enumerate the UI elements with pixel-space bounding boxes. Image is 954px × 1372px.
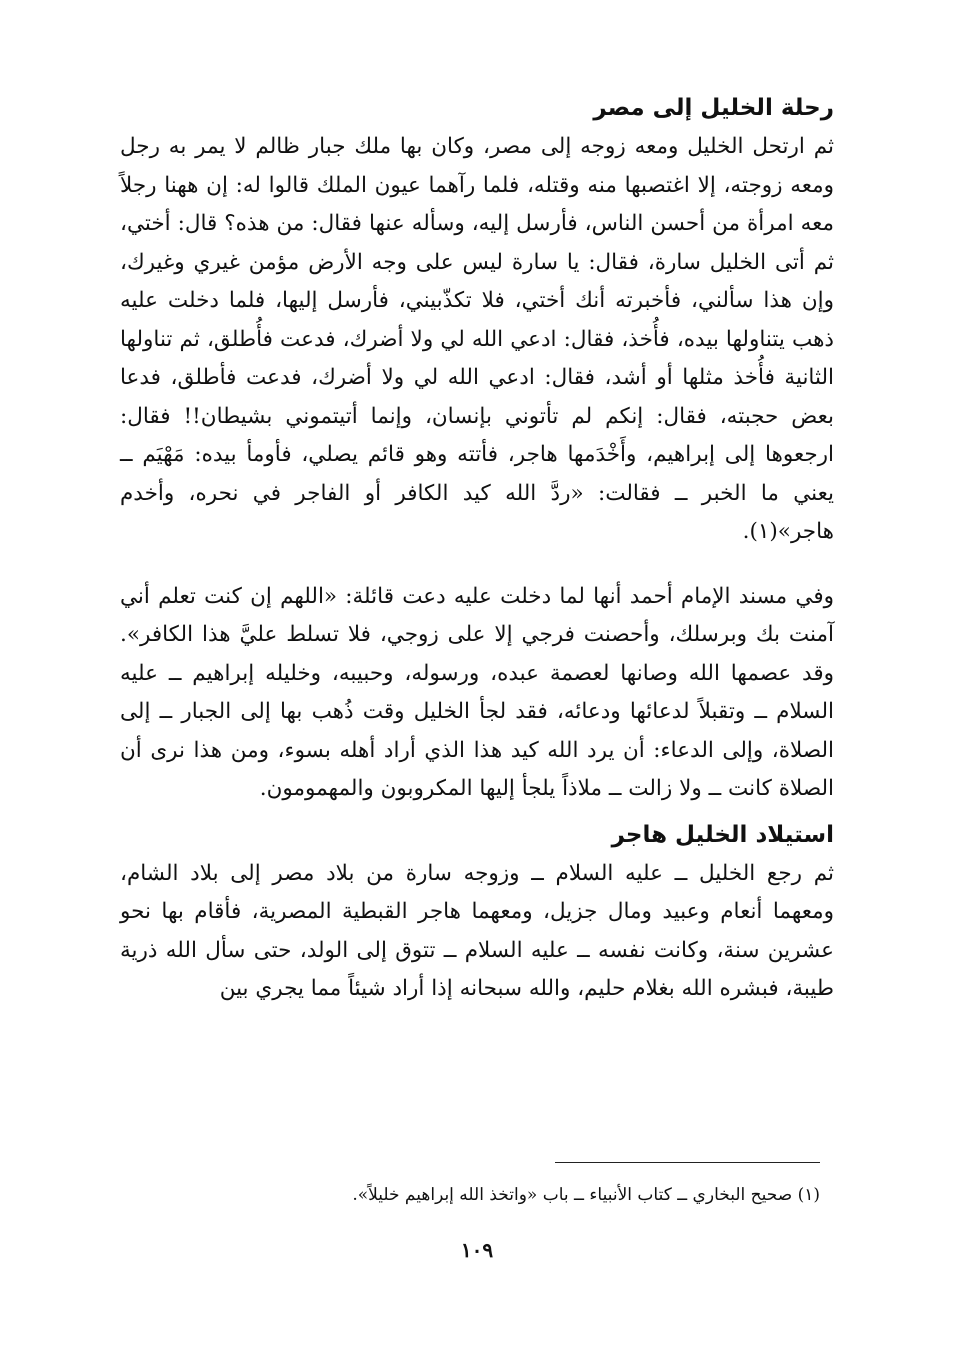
- page-body: [120, 88, 834, 1009]
- paragraph-2: وفي مسند الإمام أحمد أنها لما دخلت عليه دعت قائلة: «اللهم إن كنت تعلم أني آمنت بك وبرسلك، وأحصنت فرجي إلا على زوجي، فلا تسلط عليَّ هذا الكافر». وقد عصمها الله وصانها لعصمة عبده، ورسوله، وحبيبه، وخليله إبراهيم ــ عليه السلام ــ وتقبلاً لدعائها ودعائه، فقد لجأ الخليل وقت ذُهب بها إلى الجبار ــ إلى الصلاة، وإلى الدعاء: أن يرد الله كيد هذا الذي أراد أهله بسوء، ومن هذا نرى أن الصلاة كانت ــ ولا زالت ــ ملاذاً يلجأ إليها المكروبون والمهمومون.: [120, 583, 834, 801]
- footnote-divider: [555, 1162, 820, 1163]
- section-1-body: [120, 128, 834, 809]
- section-heading-1: رحلة الخليل إلى مصر: [593, 95, 834, 121]
- footnote: (١) صحيح البخاري ــ كتاب الأنبياء ــ باب «واتخذ الله إبراهيم خليلاً».: [352, 1185, 820, 1205]
- section-heading-2: استيلاد الخليل هاجر: [611, 821, 834, 848]
- page-number: ١٠٩: [460, 1238, 494, 1262]
- paragraph-1: ثم ارتحل الخليل ومعه زوجه إلى مصر، وكان بها ملك جبار ظالم لا يمر به رجل ومعه زوجته، إلا اغتصبها منه وقتله، فلما رآهما عيون الملك قالوا له: إن ههنا رجلاً معه امرأة من أحسن الناس، فأرسل إليه، وسأله عنها فقال: من هذه؟ قال: أختي، ثم أتى الخليل سارة، فقال: يا سارة ليس على وجه الأرض مؤمن غيري وغيرك، وإن هذا سألني، فأخبرته أنك أختي، فلا تكذّبيني، فأرسل إليها، فلما دخلت عليه ذهب يتناولها بيده، فأُخذ، فقال: ادعي الله لي ولا أضرك، فدعت فأُطلق، ثم تناولها الثانية فأُخذ مثلها أو أشد، فقال: ادعي الله لي ولا أضرك، فدعت فأطلق، فدعا بعض حجبته، فقال: إنكم لم تأتوني بإنسان، وإنما أتيتموني بشيطان!! فقال: ارجعوها إلى إبراهيم، وأَخْدَمها هاجر، فأتته وهو قائم يصلي، فأومأ بيده: مَهْيَم ــ يعني ما الخبر ــ فقالت: «ردَّ الله كيد الكافر أو الفاجر في نحره، وأخدم هاجر»(١).: [120, 134, 834, 544]
- paragraph-3: ثم رجع الخليل ــ عليه السلام ــ وزوجه سارة من بلاد مصر إلى بلاد الشام، ومعهما أنعام وعبيد ومال جزيل، ومعهما هاجر القبطية المصرية، فأقام بها نحو عشرين سنة، وكانت نفسه ــ عليه السلام ــ تتوق إلى الولد، حتى سأل الله ذرية طيبة، فبشره الله بغلام حليم، والله سبحانه إذا أراد شيئاً مما يجري بين: [120, 860, 834, 1001]
- section-2-body: [120, 855, 834, 1009]
